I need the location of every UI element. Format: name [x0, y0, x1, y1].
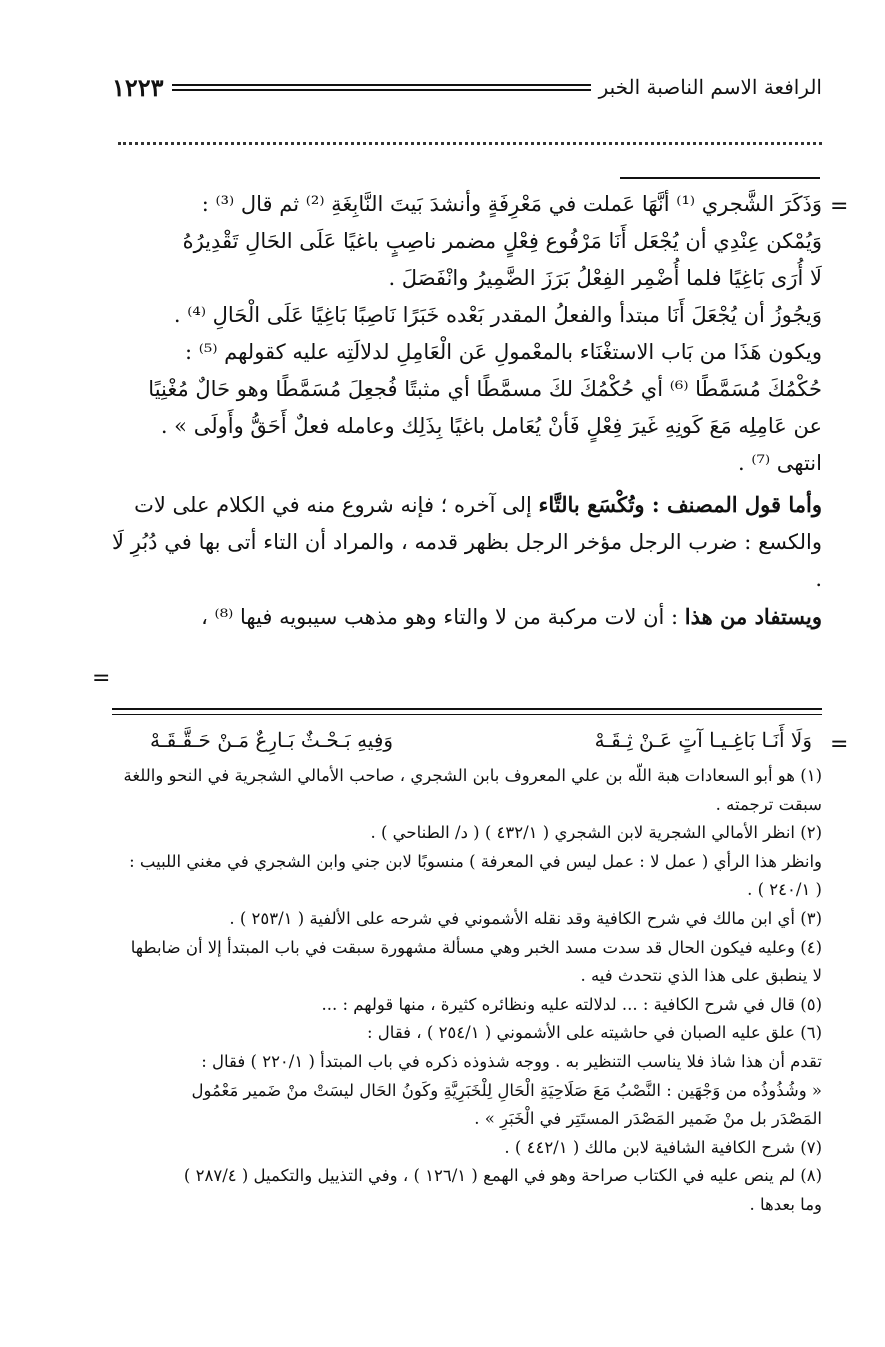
footnote-line: وانظر هذا الرأي ( عمل لا : عمل ليس في المعرفة ) منسوبًا لابن جني وابن الشجري في مغني اللبيب : — [129, 851, 822, 871]
main-text — [112, 186, 822, 636]
footnote-line: (٥) قال في شرح الكافية : ... لدلالته عليه ونظائره كثيرة ، منها قولهم : ... — [321, 994, 822, 1014]
hemistich-left: وَفِيهِ بَـحْـثٌ بَـارِعٌ مَـنْ حَـقَّـقَـهْ — [150, 728, 394, 752]
main-line — [112, 486, 822, 524]
footnote-rule-thin — [112, 714, 822, 715]
main-line-rest: : أن لات مركبة من لا والتاء وهو مذهب سيبويه فيها ⁽⁸⁾ ، — [201, 605, 685, 629]
footnote-rule — [112, 708, 822, 710]
footnotes — [112, 762, 822, 1220]
main-line-rest: إلى آخره ؛ فإنه شروع منه في الكلام على لات — [134, 493, 539, 517]
main-line: والكسع : ضرب الرجل مؤخر الرجل بظهر قدمه ، والمراد أن التاء أتى بها في دُبُرِ لَا . — [112, 530, 822, 591]
main-line: عن عَامِلِه مَعَ كَونِهِ غَيرَ فِعْلٍ فَأنْ يُعَامل باغيًا بِذَلِك وعامله فعلٌ أَحَقُّ وأَولَى » . — [160, 414, 822, 438]
continuation-mark-top: = — [830, 194, 849, 219]
footnote-line: (٢) انظر الأمالي الشجرية لابن الشجري ( ٤٣٢/١ ) ( د/ الطناحي ) . — [370, 823, 822, 843]
footnote-line: (١) هو أبو السعادات هبة اللّه بن علي المعروف بابن الشجري ، صاحب الأمالي الشجرية في النحو واللغة — [123, 766, 822, 785]
footnote-line: المَصْدَر بل منْ ضَمير المَصْدَر المستَتِر في الْخَبَرِ » . — [474, 1109, 822, 1129]
footnote-line: (٧) شرح الكافية الشافية لابن مالك ( ٤٤٢/١ ) . — [504, 1137, 822, 1157]
continuation-mark-footnotes: = — [830, 732, 849, 757]
footnote-line: « وشُذُوذُه من وَجْهَين : النَّصْبُ مَعَ صَلَاحِيَةِ الْحَالِ لِلْخَبَرِيَّةِ وكَونُ الحَال ليسَتْ منْ ضَمير مَعْمُول — [191, 1080, 822, 1100]
continuation-mark-bottom: = — [92, 666, 111, 691]
header-double-rule — [172, 84, 591, 91]
poetry-verse — [150, 728, 812, 752]
main-line: حُكْمُكَ مُسَمَّطًا ⁽⁶⁾ أي حُكْمُكَ لكَ مسمَّطًا أي مثبتًا فُجعِلَ مُسَمَّطًا وهو حَالٌ مُغْنِيًا — [148, 377, 822, 401]
main-line: وَيُمْكن عِنْدِي أن يُجْعَل أَنَا مَرْفُوع فِعْلٍ مضمر ناصِبٍ باغيًا عَلَى الحَالِ تَقْدِيرُهُ — [182, 229, 822, 253]
dotted-separator — [118, 142, 822, 145]
footnote-line: (٣) أي ابن مالك في شرح الكافية وقد نقله الأشموني في شرحه على الألفية ( ٢٥٣/١ ) . — [229, 908, 822, 928]
running-header — [112, 70, 822, 104]
main-line — [112, 598, 822, 636]
main-line: ويكون هَذَا من بَاب الاستغْنَاء بالمعْمولِ عَن الْعَامِلِ لدلالَتِه عليه كقولهم ⁽⁵⁾ : — [184, 340, 822, 364]
main-line: انتهى ⁽⁷⁾ . — [738, 451, 822, 475]
footnote-line: (٨) لم ينص عليه في الكتاب صراحة وهو في الهمع ( ١٢٦/١ ) ، وفي التذييل والتكميل ( ٢٨٧/٤ ) — [183, 1166, 822, 1186]
footnote-line: (٦) علق عليه الصبان في حاشيته على الأشموني ( ٢٥٤/١ ) ، فقال : — [367, 1023, 822, 1043]
footnote-line: سبقت ترجمته . — [715, 794, 822, 814]
main-line: وَيجُوزُ أن يُجْعَلَ أَنَا مبتدأ والفعلُ المقدر بَعْده خَبَرًا نَاصِبًا بَاغِيًا عَلَى الْحَالِ ⁽⁴⁾ . — [173, 303, 822, 327]
footnote-line: لا ينطبق على هذا الذي نتحدث فيه . — [580, 966, 822, 986]
page-number: ١٢٢٣ — [112, 72, 164, 102]
footnote-line: (٤) وعليه فيكون الحال قد سدت مسد الخبر وهي مسألة مشهورة سبقت في باب المبتدأ إلا أن ضابطها — [130, 937, 822, 957]
footnote-line: تقدم أن هذا شاذ فلا يناسب التنظير به . ووجه شذوذه ذكره في باب المبتدأ ( ٢٢٠/١ ) فقال : — [201, 1051, 822, 1071]
main-line: وَذَكَرَ الشَّجري ⁽¹⁾ أنَّهَا عَملت في مَعْرِفَةٍ وأنشدَ بَيتَ النَّابِغَةِ ⁽²⁾ ثم قال ⁽³⁾ : — [201, 192, 822, 216]
bold-phrase: ويستفاد من هذا — [684, 604, 822, 629]
section-rule — [620, 177, 820, 179]
bold-phrase: وأما قول المصنف : وتُكْسَع بالتَّاء — [538, 492, 822, 517]
hemistich-right: وَلَا أَنَـا بَاغِـيـا آتٍ عَـنْ ثِـقَـهْ — [594, 728, 812, 752]
footnote-line: وما بعدها . — [749, 1194, 822, 1214]
running-title: الرافعة الاسم الناصبة الخبر — [598, 75, 822, 99]
footnote-line: ( ٢٤٠/١ ) . — [747, 880, 822, 900]
main-line: لَا أُرَى بَاغِيًا فلما أُضْمِر الفِعْلُ بَرَزَ الضَّمِيرُ وانْفَصَلَ . — [388, 266, 822, 290]
